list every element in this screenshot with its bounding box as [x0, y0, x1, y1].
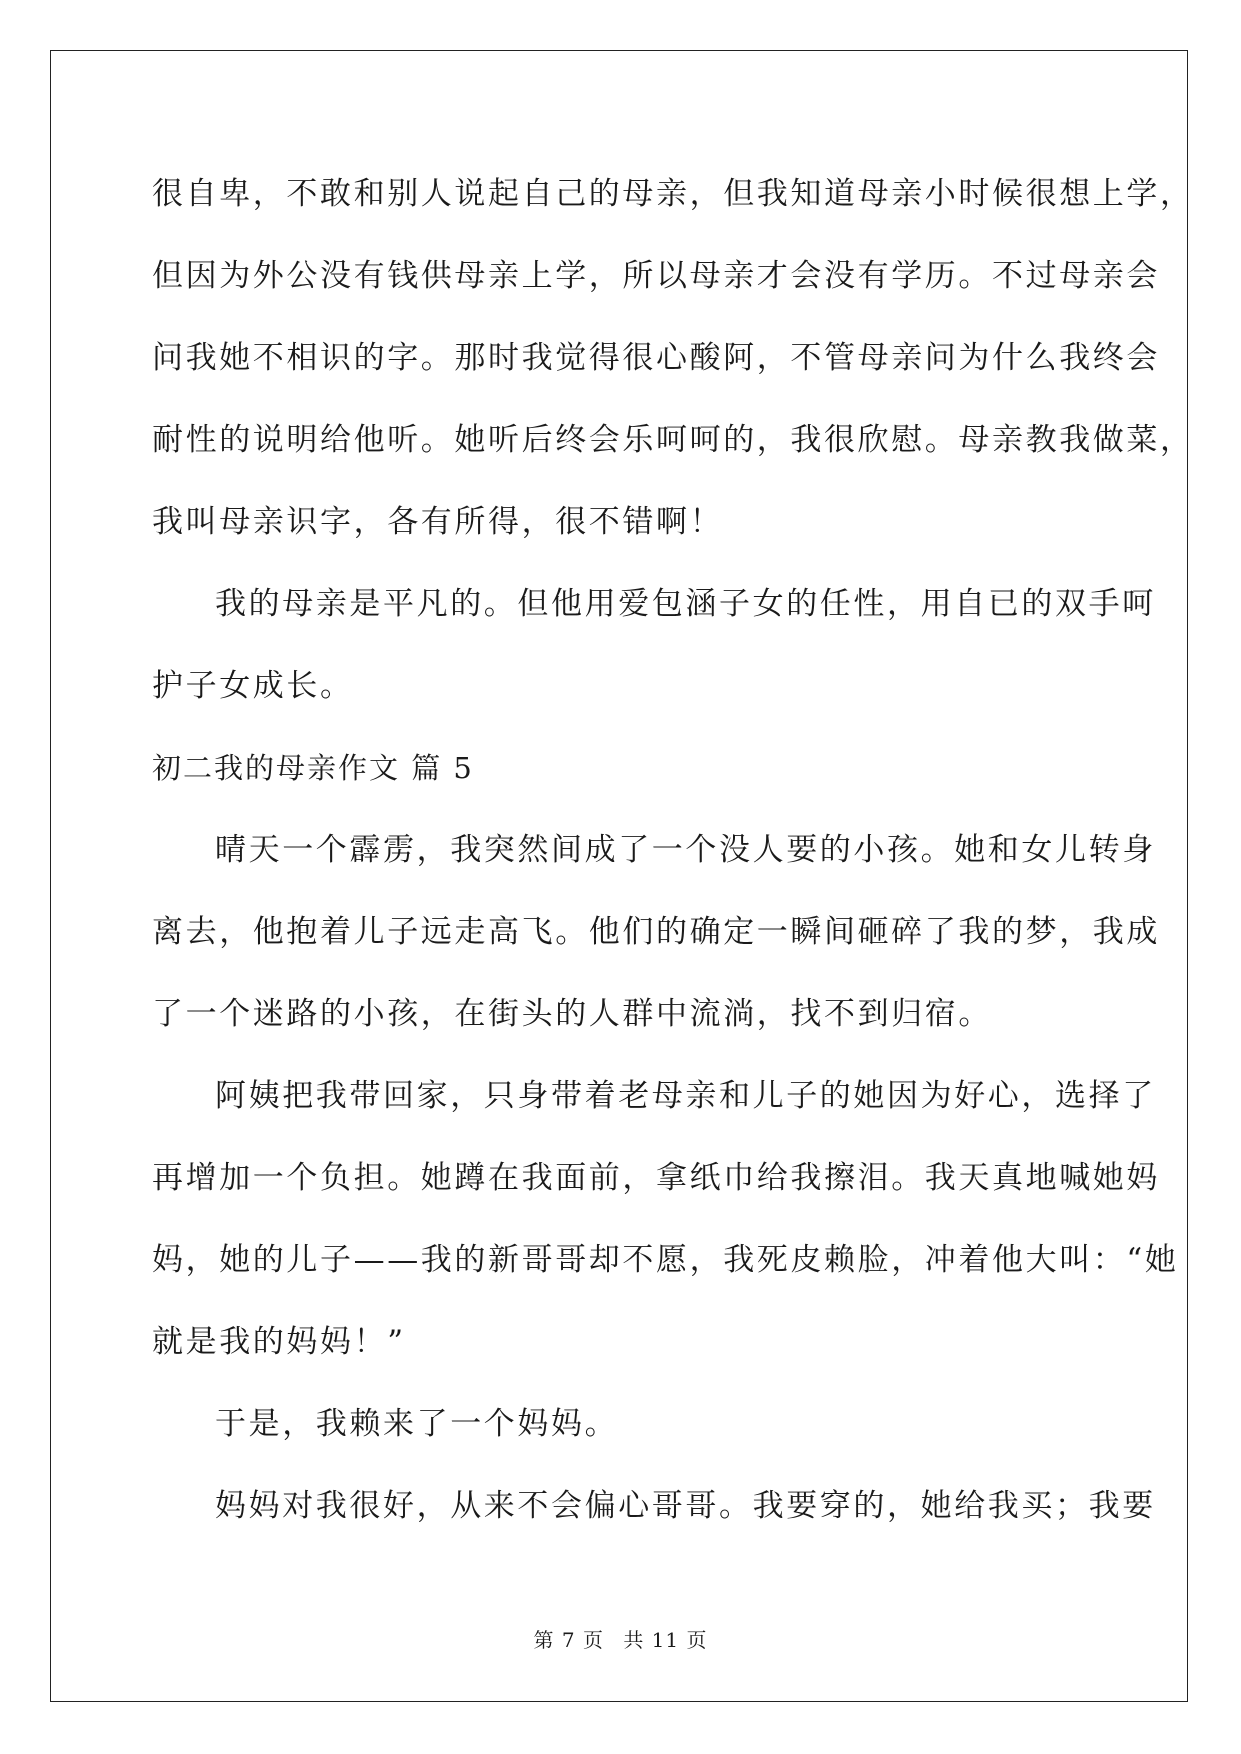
text-line: 再增加一个负担。她蹲在我面前，拿纸巾给我擦泪。我天真地喊她妈: [152, 1160, 1160, 1196]
page-number-total: 共 11 页: [623, 1628, 708, 1652]
text-line: 就是我的妈妈！”: [152, 1324, 406, 1360]
document-body: [152, 153, 1194, 1547]
paragraph-first-line: 阿姨把我带回家，只身带着老母亲和儿子的她因为好心，选择了: [215, 1078, 1156, 1114]
paragraph-first-line: 于是，我赖来了一个妈妈。: [215, 1406, 619, 1442]
page-footer: [0, 1624, 1241, 1653]
text-line: 很自卑，不敢和别人说起自己的母亲，但我知道母亲小时候很想上学，: [152, 176, 1194, 212]
text-line: 了一个迷路的小孩，在街头的人群中流淌，找不到归宿。: [152, 996, 992, 1032]
text-line: 问我她不相识的字。那时我觉得很心酸阿，不管母亲问为什么我终会: [152, 340, 1160, 376]
text-line: 护子女成长。: [152, 668, 354, 704]
text-line: 耐性的说明给他听。她听后终会乐呵呵的，我很欣慰。母亲教我做菜，: [152, 422, 1194, 458]
text-line: 妈，她的儿子——我的新哥哥却不愿，我死皮赖脸，冲着他大叫：“她: [152, 1242, 1179, 1278]
paragraph-first-line: 我的母亲是平凡的。但他用爱包涵子女的任性，用自已的双手呵: [215, 586, 1156, 622]
paragraph-first-line: 妈妈对我很好，从来不会偏心哥哥。我要穿的，她给我买；我要: [215, 1488, 1156, 1524]
section-heading: 初二我的母亲作文 篇 5: [152, 751, 474, 785]
paragraph-first-line: 晴天一个霹雳，我突然间成了一个没人要的小孩。她和女儿转身: [215, 832, 1156, 868]
page-number-current: 第 7 页: [533, 1628, 604, 1652]
text-line: 离去，他抱着儿子远走高飞。他们的确定一瞬间砸碎了我的梦，我成: [152, 914, 1160, 950]
text-line: 我叫母亲识字，各有所得，很不错啊！: [152, 504, 724, 540]
text-line: 但因为外公没有钱供母亲上学，所以母亲才会没有学历。不过母亲会: [152, 258, 1160, 294]
